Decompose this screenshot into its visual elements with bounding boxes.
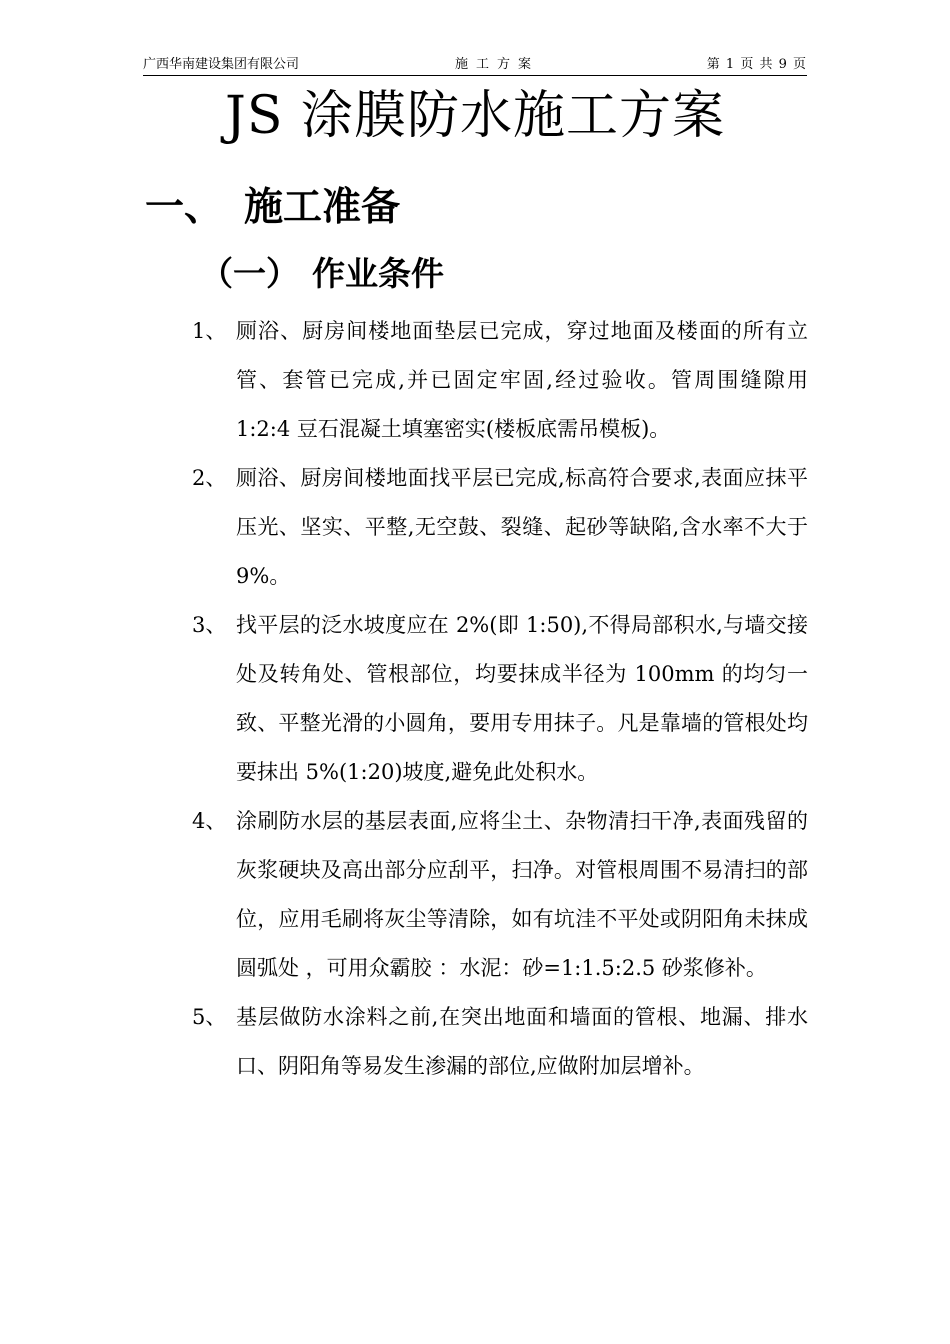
subsection-title: 作业条件 bbox=[312, 254, 444, 293]
list-item bbox=[0, 993, 808, 1091]
document-title: JS 涂膜防水施工方案 bbox=[225, 86, 725, 146]
header-company: 广西华南建设集团有限公司 bbox=[143, 57, 300, 72]
list-item bbox=[0, 307, 808, 454]
item-index: 5、 bbox=[192, 1005, 227, 1029]
section-title: 施工准备 bbox=[244, 185, 401, 230]
list-item bbox=[0, 601, 808, 797]
section-number: 一、 bbox=[145, 185, 224, 230]
item-text: 厕浴、厨房间楼地面垫层已完成，穿过地面及楼面的所有立管、套管已完成,并已固定牢固,经过验收。管周围缝隙用 1:2:4 豆石混凝土填塞密实(楼板底需吊模板)。 bbox=[236, 319, 808, 441]
item-index: 3、 bbox=[192, 613, 227, 637]
item-text: 厕浴、厨房间楼地面找平层已完成,标高符合要求,表面应抹平压光、坚实、平整,无空鼓、裂缝、起砂等缺陷,含水率不大于 9%。 bbox=[236, 466, 808, 588]
item-index: 1、 bbox=[192, 319, 227, 343]
item-text: 找平层的泛水坡度应在 2%(即 1:50),不得局部积水,与墙交接处及转角处、管根部位，均要抹成半径为 100mm 的均匀一致、平整光滑的小圆角，要用专用抹子。凡是靠墙的管根处均要抹出 5%(1:20)坡度,避免此处积水。 bbox=[236, 613, 808, 784]
subsection-number: （一） bbox=[200, 254, 299, 293]
list-item bbox=[0, 454, 808, 601]
item-index: 4、 bbox=[192, 809, 227, 833]
page-header bbox=[143, 55, 807, 76]
subsection-heading bbox=[200, 248, 444, 300]
header-page-info: 第 1 页 共 9 页 bbox=[706, 57, 807, 72]
header-doc-type: 施工方案 bbox=[455, 57, 540, 72]
item-index: 2、 bbox=[192, 466, 227, 490]
list-item bbox=[0, 797, 808, 993]
item-text: 基层做防水涂料之前,在突出地面和墙面的管根、地漏、排水口、阴阳角等易发生渗漏的部位,应做附加层增补。 bbox=[236, 1005, 808, 1078]
item-text: 涂刷防水层的基层表面,应将尘土、杂物清扫干净,表面残留的灰浆硬块及高出部分应刮平，扫净。对管根周围不易清扫的部位，应用毛刷将灰尘等清除，如有坑洼不平处或阴阳角未抹成圆弧处 ，可用众霸胶 ：水泥：砂=1:1.5:2.5 砂浆修补。 bbox=[236, 809, 808, 980]
condition-list bbox=[0, 307, 950, 1091]
section-heading bbox=[145, 180, 400, 236]
